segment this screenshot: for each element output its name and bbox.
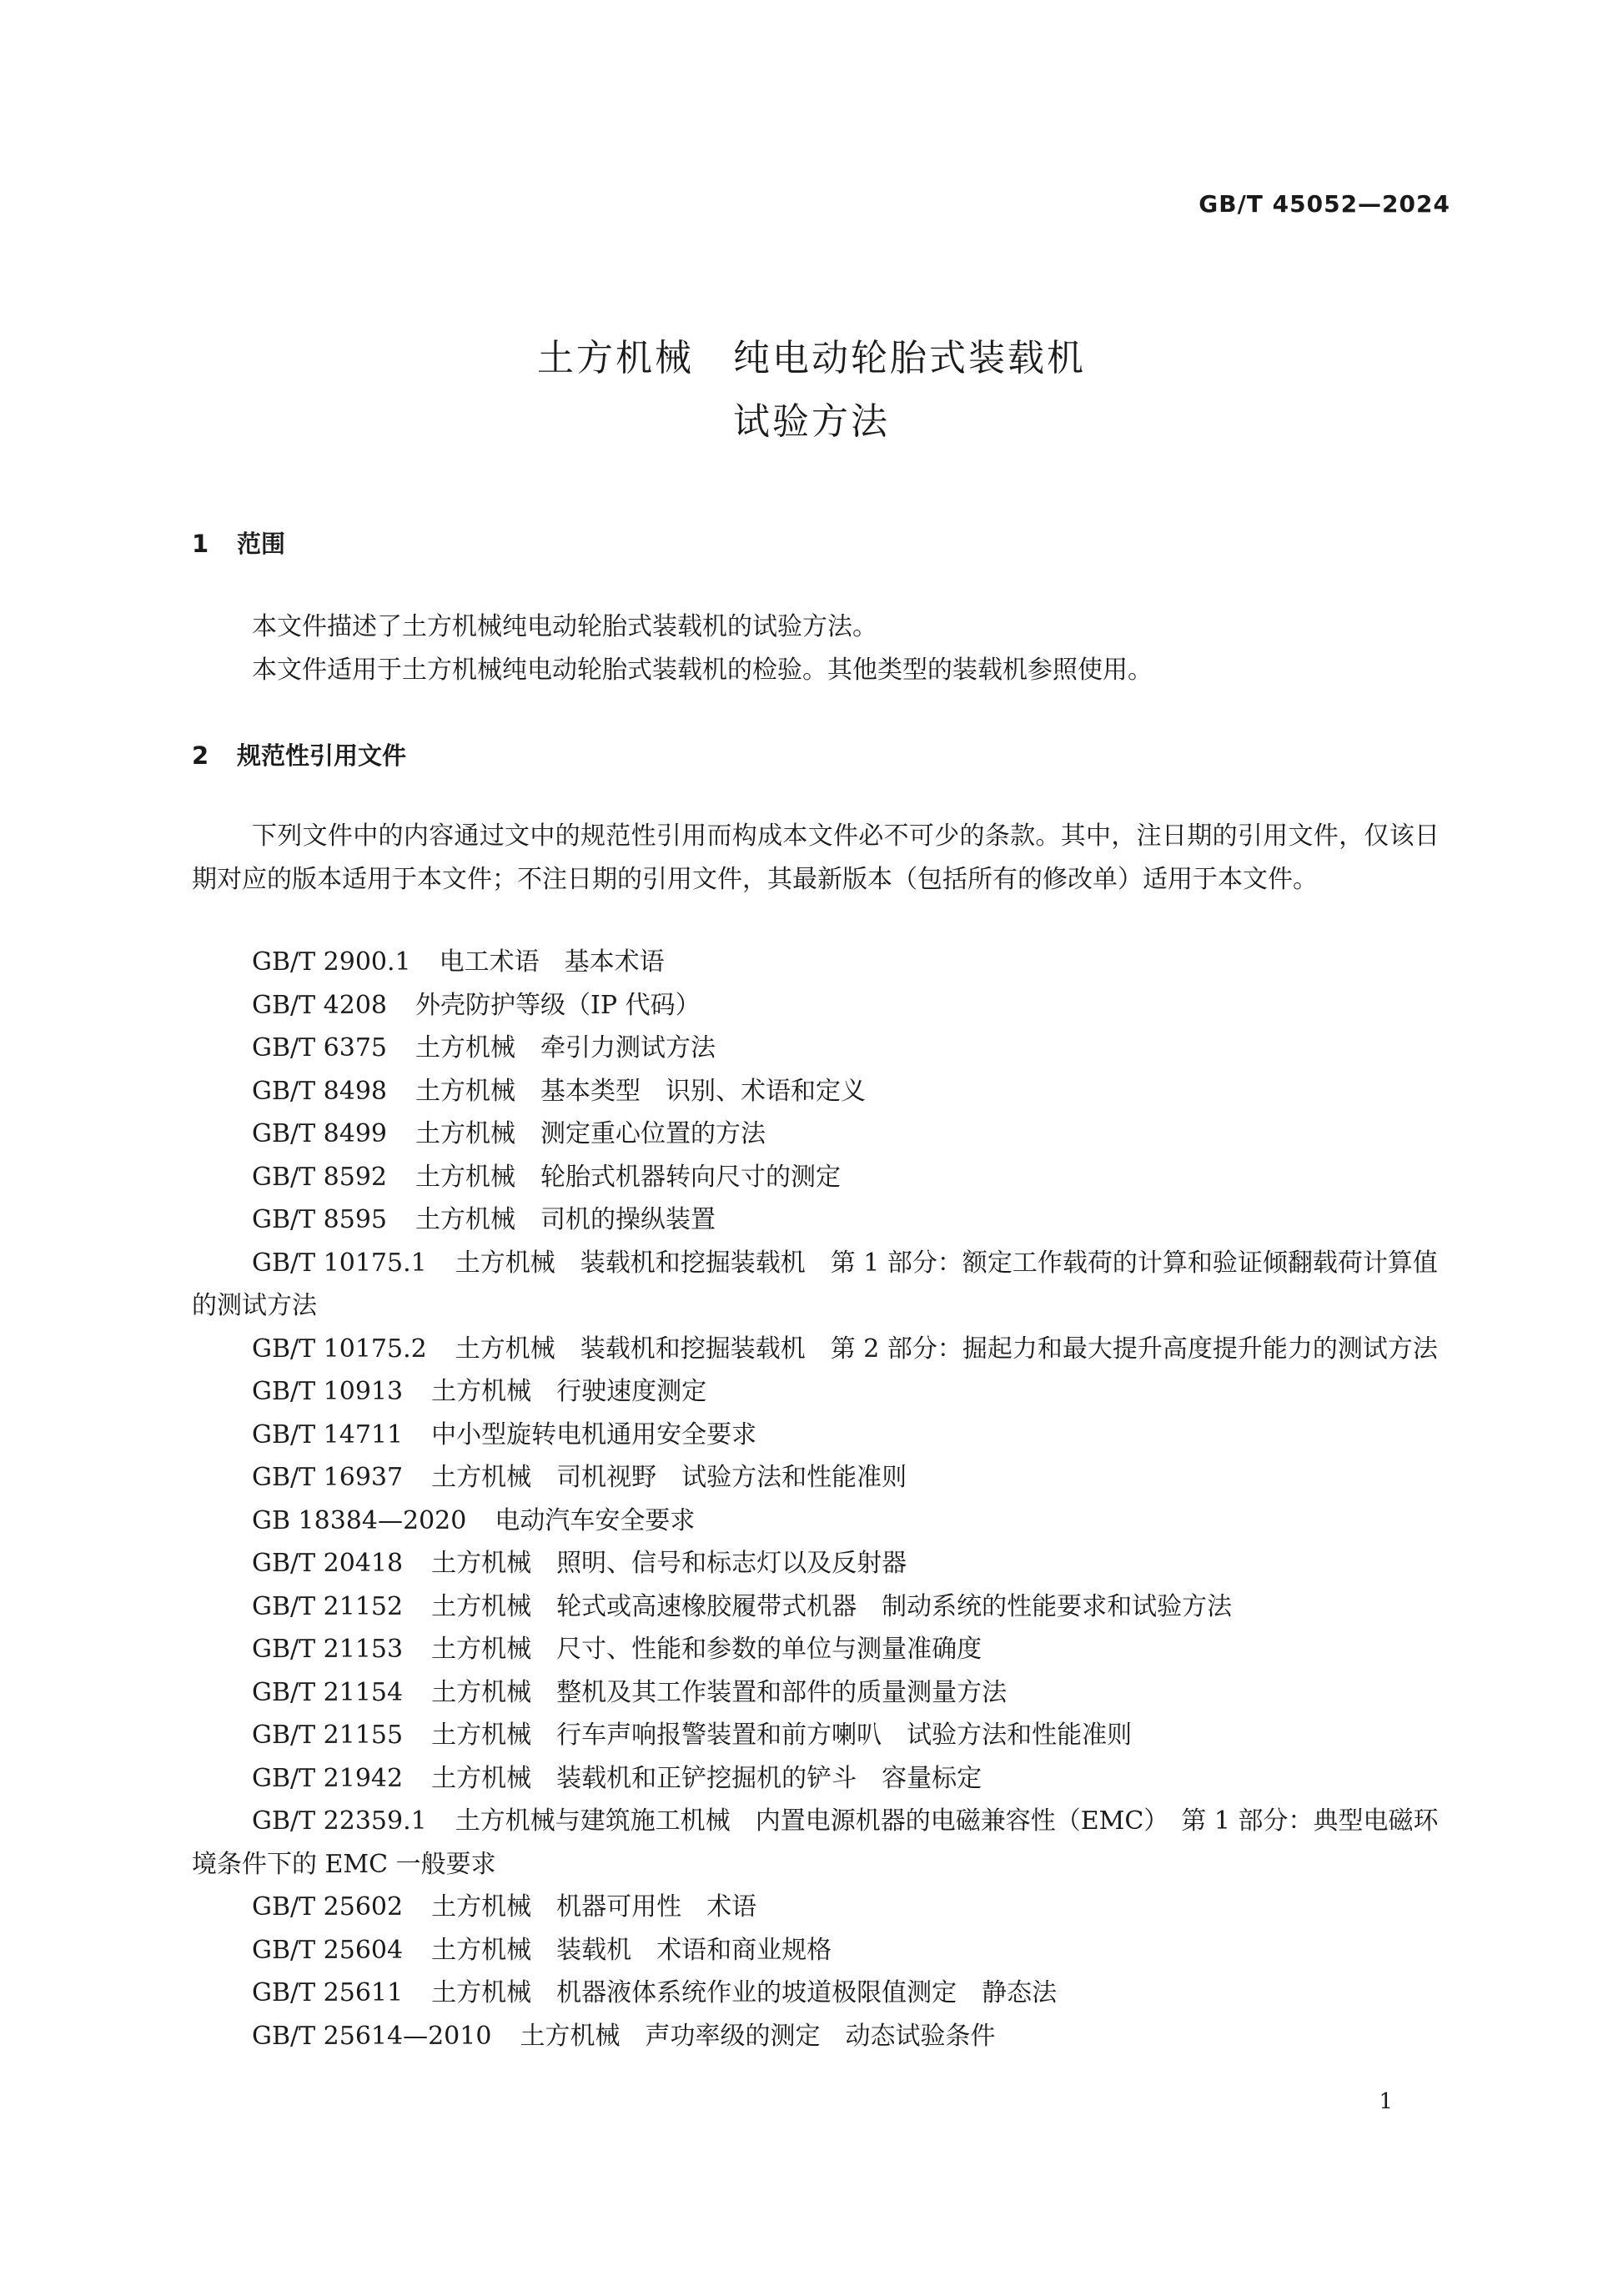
title-line-1: 土方机械 纯电动轮胎式装载机 (537, 337, 1086, 379)
reference-item (192, 1027, 1440, 1070)
reference-title: 土方机械 轮式或高速橡胶履带式机器 制动系统的性能要求和试验方法 (431, 1591, 1233, 1621)
section-number: 2 (192, 741, 209, 770)
reference-code: GB/T 21155 (252, 1721, 404, 1750)
reference-code: GB/T 14711 (252, 1419, 404, 1449)
section-number: 1 (192, 530, 209, 558)
reference-item (192, 1542, 1440, 1585)
reference-code: GB/T 21153 (252, 1635, 404, 1664)
reference-code: GB/T 8595 (252, 1205, 388, 1234)
page-number: 1 (1379, 2089, 1393, 2114)
reference-title: 土方机械 照明、信号和标志灯以及反射器 (431, 1549, 907, 1578)
reference-item (192, 1242, 1440, 1328)
reference-code: GB/T 21154 (252, 1677, 404, 1707)
document-title (0, 327, 1623, 454)
title-line-2: 试验方法 (733, 400, 890, 443)
reference-title: 土方机械 牵引力测试方法 (415, 1033, 716, 1063)
reference-item (192, 1500, 1440, 1543)
reference-item (192, 1800, 1440, 1886)
reference-title: 土方机械 行驶速度测定 (431, 1377, 707, 1406)
reference-title: 土方机械 基本类型 识别、术语和定义 (415, 1076, 867, 1106)
reference-title: 电动汽车安全要求 (495, 1505, 696, 1535)
reference-code: GB/T 8592 (252, 1162, 388, 1192)
reference-title: 土方机械 装载机和挖掘装载机 第 2 部分：掘起力和最大提升高度提升能力的测试方法 (455, 1334, 1438, 1364)
reference-code: GB/T 22359.1 (252, 1806, 427, 1836)
reference-code: GB/T 25602 (252, 1892, 404, 1922)
reference-code: GB/T 4208 (252, 990, 388, 1020)
reference-item (192, 1886, 1440, 1929)
standard-number: GB/T 45052—2024 (1198, 190, 1450, 218)
reference-item (192, 1370, 1440, 1414)
reference-title: 土方机械 装载机 术语和商业规格 (431, 1935, 832, 1965)
reference-item (192, 1585, 1440, 1629)
normative-intro (192, 815, 1440, 901)
reference-title: 土方机械 整机及其工作装置和部件的质量测量方法 (431, 1677, 1007, 1707)
reference-item (192, 1070, 1440, 1113)
section-title: 规范性引用文件 (237, 741, 407, 770)
scope-paragraph: 本文件适用于土方机械纯电动轮胎式装载机的检验。其他类型的装载机参照使用。 (252, 655, 1153, 685)
reference-code: GB/T 21942 (252, 1763, 404, 1793)
reference-title: 土方机械 装载机和正铲挖掘机的铲斗 容量标定 (431, 1763, 982, 1793)
scope-paragraph: 本文件描述了土方机械纯电动轮胎式装载机的试验方法。 (252, 612, 877, 641)
reference-item (192, 984, 1440, 1027)
reference-item (192, 1929, 1440, 1972)
reference-item (192, 1156, 1440, 1199)
reference-code: GB/T 10175.1 (252, 1248, 427, 1278)
section-title: 范围 (237, 530, 286, 558)
reference-item (192, 2015, 1440, 2058)
reference-item (192, 1972, 1440, 2015)
reference-item (192, 1198, 1440, 1242)
reference-code: GB/T 25614—2010 (252, 2021, 492, 2051)
section-heading-normative (192, 737, 406, 771)
reference-code: GB/T 16937 (252, 1463, 404, 1492)
reference-list (192, 941, 1440, 2057)
reference-title: 土方机械 测定重心位置的方法 (415, 1119, 766, 1148)
reference-item (192, 1628, 1440, 1671)
section-heading-scope (192, 525, 285, 560)
reference-title: 土方机械 司机视野 试验方法和性能准则 (431, 1463, 907, 1492)
reference-code: GB 18384—2020 (252, 1505, 467, 1535)
reference-title: 土方机械 轮胎式机器转向尺寸的测定 (415, 1162, 842, 1192)
reference-item (192, 1714, 1440, 1757)
reference-title: 土方机械 尺寸、性能和参数的单位与测量准确度 (431, 1635, 982, 1664)
reference-title: 土方机械 机器可用性 术语 (431, 1892, 757, 1922)
reference-code: GB/T 8498 (252, 1076, 388, 1106)
reference-title: 土方机械 机器液体系统作业的坡道极限值测定 静态法 (431, 1978, 1058, 2007)
reference-item (192, 1414, 1440, 1457)
reference-code: GB/T 21152 (252, 1591, 404, 1621)
reference-item (192, 1113, 1440, 1156)
reference-item (192, 941, 1440, 984)
reference-item (192, 1456, 1440, 1500)
reference-code: GB/T 25604 (252, 1935, 404, 1965)
reference-code: GB/T 10175.2 (252, 1334, 427, 1364)
reference-code: GB/T 6375 (252, 1033, 388, 1063)
normative-intro-text: 下列文件中的内容通过文中的规范性引用而构成本文件必不可少的条款。其中，注日期的引用文件，仅该日期对应的版本适用于本文件；不注日期的引用文件，其最新版本（包括所有的修改单）适用于本文件。 (192, 821, 1440, 894)
reference-code: GB/T 8499 (252, 1119, 388, 1148)
reference-title: 中小型旋转电机通用安全要求 (431, 1419, 757, 1449)
scope-body (192, 605, 1440, 691)
reference-title: 电工术语 基本术语 (439, 947, 665, 977)
reference-title: 土方机械 声功率级的测定 动态试验条件 (520, 2021, 996, 2051)
reference-item (192, 1757, 1440, 1801)
reference-code: GB/T 10913 (252, 1377, 404, 1406)
reference-code: GB/T 2900.1 (252, 947, 411, 977)
reference-title: 外壳防护等级（IP 代码） (415, 990, 701, 1020)
reference-title: 土方机械与建筑施工机械 内置电源机器的电磁兼容性（EMC） 第 1 部分：典型电磁环境条件下的 EMC 一般要求 (192, 1806, 1439, 1879)
reference-title: 土方机械 装载机和挖掘装载机 第 1 部分：额定工作载荷的计算和验证倾翻载荷计算值的测试方法 (192, 1248, 1438, 1320)
reference-item (192, 1671, 1440, 1715)
reference-code: GB/T 20418 (252, 1549, 404, 1578)
reference-code: GB/T 25611 (252, 1978, 404, 2007)
reference-item (192, 1328, 1440, 1371)
reference-title: 土方机械 行车声响报警装置和前方喇叭 试验方法和性能准则 (431, 1721, 1133, 1750)
reference-title: 土方机械 司机的操纵装置 (415, 1205, 716, 1234)
